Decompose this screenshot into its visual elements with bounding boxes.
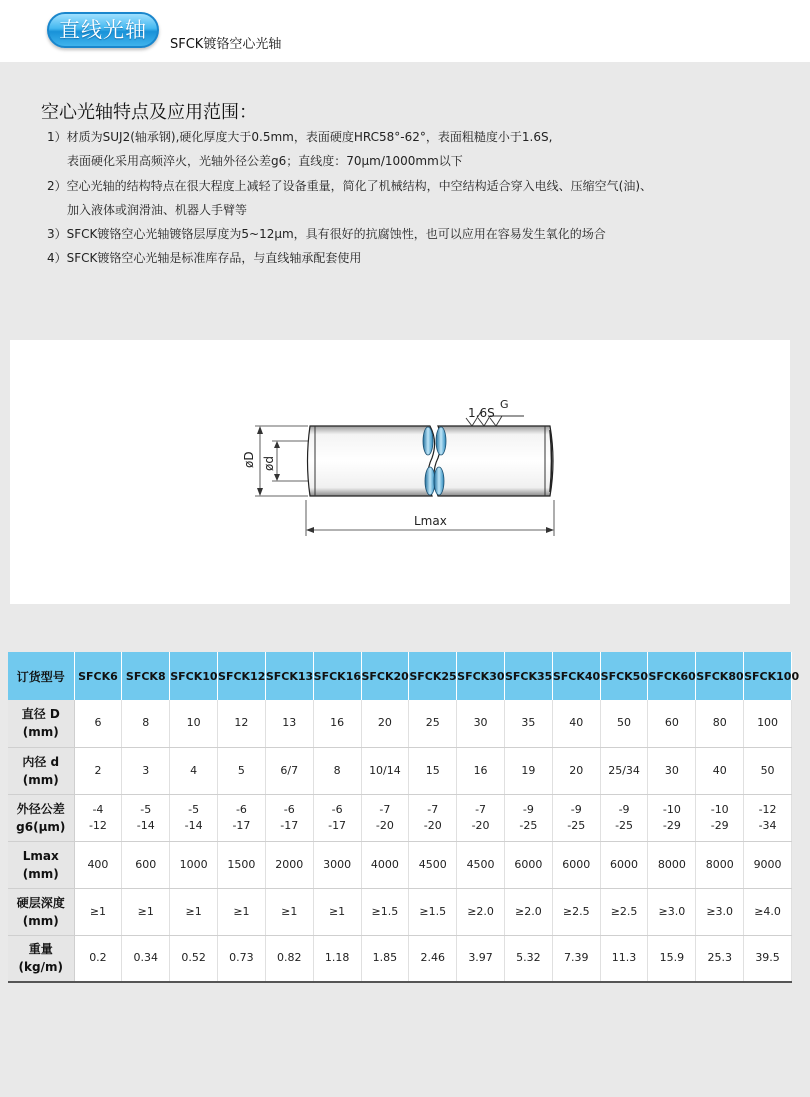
table-cell: ≥1 [74,888,122,935]
table-cell: 3.97 [457,935,505,982]
column-header-model: 订货型号 [8,652,74,700]
table-cell-line: -12 [758,802,777,816]
table-header-row [8,652,792,700]
table-cell: 5 [218,747,266,794]
table-cell: 1500 [218,841,266,888]
dimension-length-label: Lmax [414,514,447,528]
table-cell [265,794,313,841]
table-cell: 50 [744,747,792,794]
table-cell: 100 [744,700,792,747]
row-header [8,888,74,935]
table-cell: 1.18 [313,935,361,982]
table-cell-line: -10 [710,802,729,816]
table-cell: 8 [313,747,361,794]
dimension-outer-diameter-label: øD [242,451,256,468]
table-cell-line: -25 [519,818,538,832]
column-header-model: SFCK60 [648,652,696,700]
table-cell [648,794,696,841]
table-cell: 12 [218,700,266,747]
table-cell: 4500 [409,841,457,888]
table-cell: 6 [74,700,122,747]
bore-left [423,427,433,455]
shaft-right-segment [434,426,553,496]
row-header-line: 重量 [28,942,53,957]
table-cell: ≥4.0 [744,888,792,935]
table-cell-line: -20 [375,818,394,832]
table-cell: 7.39 [552,935,600,982]
table-cell-line: -9 [570,802,582,816]
table-cell-line: -7 [475,802,487,816]
table-cell: 25/34 [600,747,648,794]
hollow-shaft-drawing [10,340,790,604]
bore-left-lower [425,467,435,495]
table-cell-line: -29 [662,818,681,832]
table-cell: 39.5 [744,935,792,982]
table-cell: ≥1 [122,888,170,935]
shaft-drawing-panel [10,340,790,604]
table-cell: ≥2.5 [552,888,600,935]
table-cell: ≥3.0 [696,888,744,935]
table-cell-line: -5 [140,802,152,816]
table-cell: ≥1.5 [361,888,409,935]
table-cell: 40 [696,747,744,794]
table-cell: 16 [313,700,361,747]
column-header-model: SFCK25 [409,652,457,700]
intro-line: 2）空心光轴的结构特点在很大程度上减轻了设备重量，简化了机械结构，中空结构适合穿入电线、压缩空气(油)、 [47,179,653,193]
table-cell-line: -20 [471,818,490,832]
table-cell-line: -10 [662,802,681,816]
row-header-line: g6(μm) [16,819,66,834]
table-cell: 8000 [648,841,696,888]
row-header-line: 硬层深度 [16,895,65,910]
table-cell-line: -25 [567,818,586,832]
table-cell: 6000 [552,841,600,888]
table-cell [696,794,744,841]
category-badge: 直线光轴 [47,12,159,48]
column-header-model: SFCK80 [696,652,744,700]
table-cell: 30 [648,747,696,794]
shaft-left-segment [308,426,435,496]
table-cell: 40 [552,700,600,747]
row-header-line: (mm) [22,913,59,928]
bore-right [436,427,446,455]
column-header-model: SFCK13 [265,652,313,700]
table-cell: 8000 [696,841,744,888]
table-cell: 25 [409,700,457,747]
column-header-model: SFCK20 [361,652,409,700]
table-cell: 3 [122,747,170,794]
table-cell-line: -14 [136,818,155,832]
table-cell [313,794,361,841]
table-cell: ≥2.0 [457,888,505,935]
table-row [8,935,792,982]
table-cell: 19 [504,747,552,794]
intro-title: 空心光轴特点及应用范围： [41,102,257,123]
table-cell: 2 [74,747,122,794]
table-cell: 15 [409,747,457,794]
table-cell: 8 [122,700,170,747]
table-row [8,747,792,794]
table-row [8,841,792,888]
table-cell [74,794,122,841]
table-cell: 0.2 [74,935,122,982]
table-cell: 0.82 [265,935,313,982]
intro-line: 4）SFCK镀铬空心光轴是标准库存品，与直线轴承配套使用 [47,251,362,265]
column-header-model: SFCK6 [74,652,122,700]
row-header-line: 外径公差 [16,801,65,816]
intro-line: 1）材质为SUJ2(轴承钢),硬化厚度大于0.5mm，表面硬度HRC58°-62°，表面粗糙度小于1.6S, [47,130,553,144]
table-cell: 1.85 [361,935,409,982]
table-cell: 15.9 [648,935,696,982]
table-cell: 2000 [265,841,313,888]
column-header-model: SFCK12 [218,652,266,700]
row-header [8,700,74,747]
table-cell [218,794,266,841]
table-cell-line: -6 [235,802,247,816]
grind-mark-label: G [500,398,509,411]
table-cell: 35 [504,700,552,747]
product-subtitle: SFCK镀铬空心光轴 [170,37,282,52]
table-cell: 0.52 [170,935,218,982]
row-header-line: (mm) [22,772,59,787]
table-cell: ≥1.5 [409,888,457,935]
page-header [0,0,810,62]
table-cell-line: -5 [188,802,200,816]
table-cell: 600 [122,841,170,888]
table-cell: ≥2.0 [504,888,552,935]
column-header-model: SFCK8 [122,652,170,700]
table-cell: 6000 [600,841,648,888]
table-cell [361,794,409,841]
dimension-inner-diameter-label: ød [262,456,276,471]
table-cell: ≥1 [218,888,266,935]
row-header-line: (mm) [22,866,59,881]
row-header [8,935,74,982]
intro-line: 表面硬化采用高频淬火，光轴外径公差g6；直线度：70μm/1000mm以下 [67,154,463,168]
table-cell: 5.32 [504,935,552,982]
table-cell: 1000 [170,841,218,888]
table-cell: 3000 [313,841,361,888]
table-cell-line: -17 [280,818,299,832]
column-header-model: SFCK30 [457,652,505,700]
row-header-line: 直径 D [21,707,60,722]
table-cell [409,794,457,841]
table-cell: 13 [265,700,313,747]
column-header-model: SFCK100 [744,652,792,700]
table-cell: 400 [74,841,122,888]
table-cell-line: -6 [283,802,295,816]
table-cell: 16 [457,747,505,794]
table-cell [122,794,170,841]
spec-table [8,652,800,983]
table-cell: 4 [170,747,218,794]
table-row [8,700,792,747]
table-row [8,794,792,841]
table-cell-line: -25 [615,818,634,832]
surface-roughness-label: 1.6S [468,406,495,420]
row-header-line: (mm) [22,725,59,740]
table-cell [552,794,600,841]
column-header-model: SFCK40 [552,652,600,700]
table-cell-line: -4 [92,802,104,816]
table-cell-line: -7 [427,802,439,816]
table-row [8,888,792,935]
table-cell [457,794,505,841]
table-cell: 0.73 [218,935,266,982]
table-cell: 60 [648,700,696,747]
table-cell: 4000 [361,841,409,888]
table-cell: 9000 [744,841,792,888]
table-cell: 30 [457,700,505,747]
column-header-model: SFCK35 [504,652,552,700]
intro-line: 3）SFCK镀铬空心光轴镀铬层厚度为5~12μm，具有很好的抗腐蚀性，也可以应用在容易发生氧化的场合 [47,227,606,241]
column-header-model: SFCK10 [170,652,218,700]
table-cell: ≥1 [170,888,218,935]
table-cell: 11.3 [600,935,648,982]
table-cell-line: -20 [423,818,442,832]
table-cell: 80 [696,700,744,747]
row-header [8,841,74,888]
table-cell: 10 [170,700,218,747]
table-cell [744,794,792,841]
row-header [8,747,74,794]
table-cell-line: -9 [522,802,534,816]
table-cell: 10/14 [361,747,409,794]
table-cell-line: -12 [88,818,107,832]
column-header-model: SFCK16 [313,652,361,700]
table-cell [170,794,218,841]
table-cell: 0.34 [122,935,170,982]
table-cell: 4500 [457,841,505,888]
table-cell: 20 [361,700,409,747]
table-cell-line: -17 [232,818,251,832]
row-header-line: Lmax [22,848,59,863]
table-cell: ≥2.5 [600,888,648,935]
table-cell: ≥3.0 [648,888,696,935]
row-header [8,794,74,841]
table-cell-line: -34 [758,818,777,832]
table-cell: 6000 [504,841,552,888]
table-cell-line: -14 [184,818,203,832]
intro-line: 加入液体或润滑油、机器人手臂等 [67,203,248,217]
table-cell: 20 [552,747,600,794]
table-cell-line: -6 [331,802,343,816]
table-cell: 2.46 [409,935,457,982]
table-cell-line: -9 [618,802,630,816]
table-cell-line: -17 [328,818,347,832]
table-cell [600,794,648,841]
table-cell-line: -29 [710,818,729,832]
table-cell [504,794,552,841]
table-cell: ≥1 [313,888,361,935]
table-cell-line: -7 [379,802,391,816]
table-cell: ≥1 [265,888,313,935]
table-cell: 6/7 [265,747,313,794]
bore-right-lower [434,467,444,495]
row-header-line: (kg/m) [18,960,63,975]
row-header-line: 内径 d [22,754,60,769]
table-cell: 50 [600,700,648,747]
column-header-model: SFCK50 [600,652,648,700]
table-cell: 25.3 [696,935,744,982]
